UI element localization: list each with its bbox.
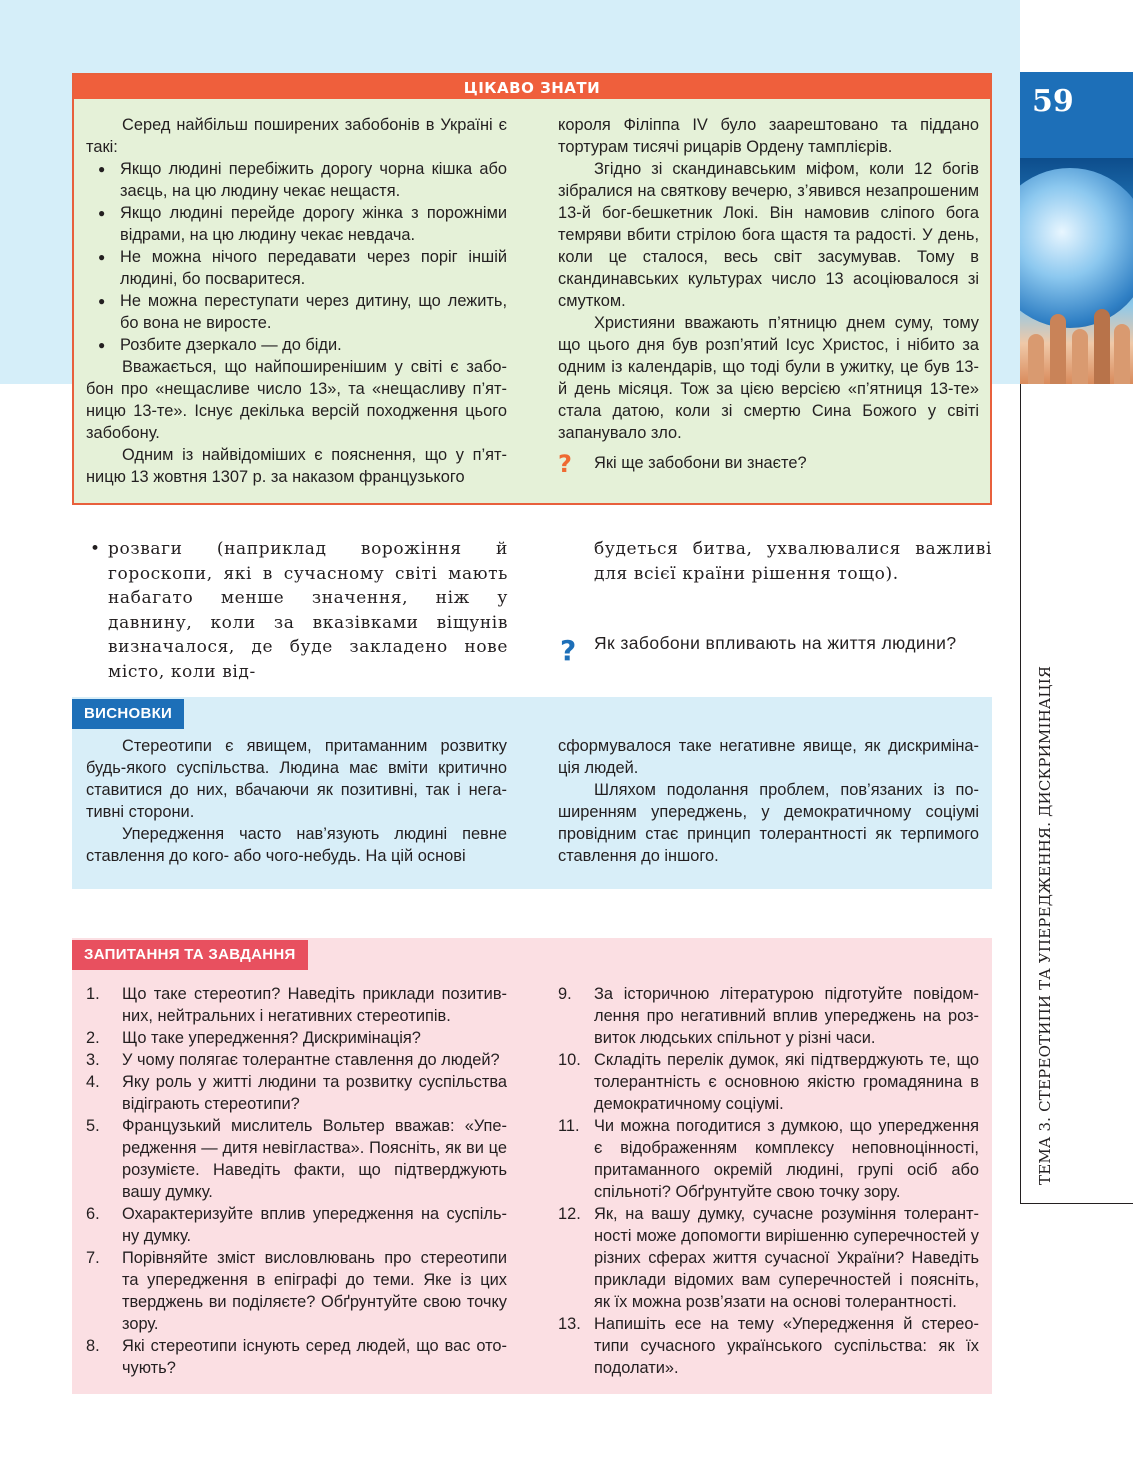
fact-box-heading: ЦІКАВО ЗНАТИ [74, 75, 990, 99]
fact-right-column [558, 114, 979, 444]
conclusion-continuation: сформувалося таке негативне явище, як дискримінація людей. [558, 737, 979, 777]
task-item: 5. Французький мислитель Вольтер вважав: «Упередження — дитя невігластва». Поясніть, як ви це розумієте. Наведіть факти, що підтверджують вашу думку. [86, 1117, 507, 1201]
conclusions-heading: ВИСНОВКИ [72, 699, 184, 729]
main-left-text: розваги (наприклад ворожіння й гороскопи, які в сучасному світі мають набагато менше значення, ніж у давнину, коли за вказівками віщунів визначалося, де буде закладено нове місто, коли від- [108, 539, 508, 682]
fact-bullet: ● Якщо людині перебіжить дорогу чорна кішка або заєць, на цю людину чекає нещастя. [86, 158, 507, 202]
main-text-left [90, 537, 508, 684]
fact-intro: Серед найбільш поширених забобонів в Україні є такі: [86, 116, 507, 156]
tasks-heading: ЗАПИТАННЯ ТА ЗАВДАННЯ [72, 940, 308, 970]
hand-shape [1072, 329, 1088, 384]
hand-shape [1094, 309, 1110, 384]
task-item: 8. Які стереотипи існують серед людей, що вас оточують? [86, 1337, 507, 1377]
hand-shape [1050, 314, 1066, 384]
conclusion-paragraph: Стереотипи є явищем, притаманним розвитку будь-якого суспільства. Людина має вміти критично ставитися до них, вбачаючи як позитивні, так і негативні сторони. [86, 737, 507, 821]
fact-left-column [86, 114, 507, 488]
task-item: 1. Що таке стереотип? Наведіть приклади позитивних, нейтральних і негативних стереотипів. [86, 985, 507, 1025]
task-item: 12. Як, на вашу думку, сучасне розуміння толерантності може допомогти вирішенню суперечностей у різних сферах життя сучасної України? Наведіть приклади відомих вам суперечностей і поясніть, як їх можна розв’язати на основі толерантності. [558, 1205, 979, 1311]
question-mark-icon: ? [558, 450, 572, 478]
task-item: 13. Напишіть есе на тему «Упередження й стереотипи сучасного українського суспільства: як їх подолати». [558, 1315, 979, 1377]
conclusion-paragraph: Шляхом подолання проблем, пов’язаних із поширенням упереджень, у демократичному соціумі провідним стає принцип толерантності як терпимого ставлення до іншого. [558, 781, 979, 865]
tasks-right-column [546, 983, 979, 1379]
tasks-left-column [74, 983, 507, 1379]
fact-bullet: ● Не можна нічого передавати через поріг іншій людині, бо посваритеся. [86, 246, 507, 290]
question-mark-icon: ? [560, 634, 577, 667]
fact-paragraph: Згідно зі скандинавським міфом, коли 12 богів зібралися на святкову вечерю, з’явився незапрошеним 13-й бог-бешкетник Локі. Він намовив сліпого бога темряви вбити стрілою бога щастя та радості. У день, коли це сталося, весь світ засумував. Тому в скандинавських культурах число 13 асоціювалося зі смутком. [558, 160, 979, 310]
task-item: 9. За історичною літературою підготуйте повідомлення про негативний вплив упереджень на розвиток людських спільнот у різні часи. [558, 985, 979, 1047]
task-item: 2. Що таке упередження? Дискримінація? [86, 1029, 421, 1047]
side-rule-bottom [1020, 1203, 1133, 1204]
task-item: 6. Охарактеризуйте вплив упередження на суспільну думку. [86, 1205, 507, 1245]
task-item: 11. Чи можна погодитися з думкою, що упередження є відображенням комплексу неповноцінності, притаманного окремій людині, групі осіб або спільноті? Обґрунтуйте свою точку зору. [558, 1117, 979, 1201]
fact-paragraph: Християни вважають п’ятницю днем суму, тому що цього дня був розп’ятий Ісус Христос, і нібито за одним із календарів, що тоді були в ужитку, це був 13-й день місяця. Тож за цією версією «п’ятниця 13-те» стала датою, коли зі смертю Сина Божого у світі запанувало зло. [558, 314, 979, 442]
conclusion-paragraph: Упередження часто нав’язують людині певне ставлення до кого- або чого-небудь. На цій основі [86, 825, 507, 865]
task-item: 3. У чому полягає толерантне ставлення до людей? [86, 1051, 500, 1069]
fact-bullet: ● Якщо людині перейде дорогу жінка з порожніми відрами, на цю людину чекає невдача. [86, 202, 507, 246]
hand-shape [1114, 324, 1130, 384]
globe-hands-image [1020, 158, 1133, 384]
fact-bullet: ● Не можна переступати через дитину, що лежить, бо вона не виросте. [86, 290, 507, 334]
fact-question: Які ще забобони ви знаєте? [594, 454, 807, 472]
globe-sphere [1020, 168, 1133, 328]
fact-bullet: ● Розбите дзеркало — до біди. [86, 334, 507, 356]
task-item: 10. Складіть перелік думок, які підтверджують те, що толерантність є основною якістю громадянина в демократичному соціумі. [558, 1051, 979, 1113]
hand-shape [1028, 334, 1044, 384]
side-running-title: ТЕМА 3. СТЕРЕОТИПИ ТА УПЕРЕДЖЕННЯ. ДИСКРИМІНАЦІЯ [1036, 665, 1054, 1185]
main-text-right: будеться битва, ухвалювалися важливі для всієї країни рішення тощо). [594, 539, 992, 584]
page-number: 59 [1020, 72, 1133, 158]
task-item: 4. Яку роль у житті людини та розвитку суспільства відіграють стереотипи? [86, 1073, 507, 1113]
fact-continuation: короля Філіппа IV було заарештовано та піддано тортурам тисячі рицарів Ордену тамплієрів. [558, 116, 979, 156]
conclusions-right-column [558, 735, 979, 867]
task-item: 7. Порівняйте зміст висловлювань про стереотипи та упередження в епіграфі до теми. Яке із цих тверджень ви поділяєте? Обґрунтуйте свою точку зору. [86, 1249, 507, 1333]
fact-paragraph: Вважається, що найпоширенішим у світі є забобон про «нещасливе число 13», та «нещасливу п’ятницю 13-те». Існує декілька версій походження цього забобону. [86, 358, 507, 442]
main-question: Як забобони впливають на життя людини? [594, 633, 957, 653]
fact-paragraph: Одним із найвідоміших є пояснення, що у п’ятницю 13 жовтня 1307 р. за наказом французького [86, 446, 507, 486]
side-rule [1020, 384, 1021, 1204]
conclusions-left-column [86, 735, 507, 867]
bullet-dot: • [90, 539, 101, 559]
